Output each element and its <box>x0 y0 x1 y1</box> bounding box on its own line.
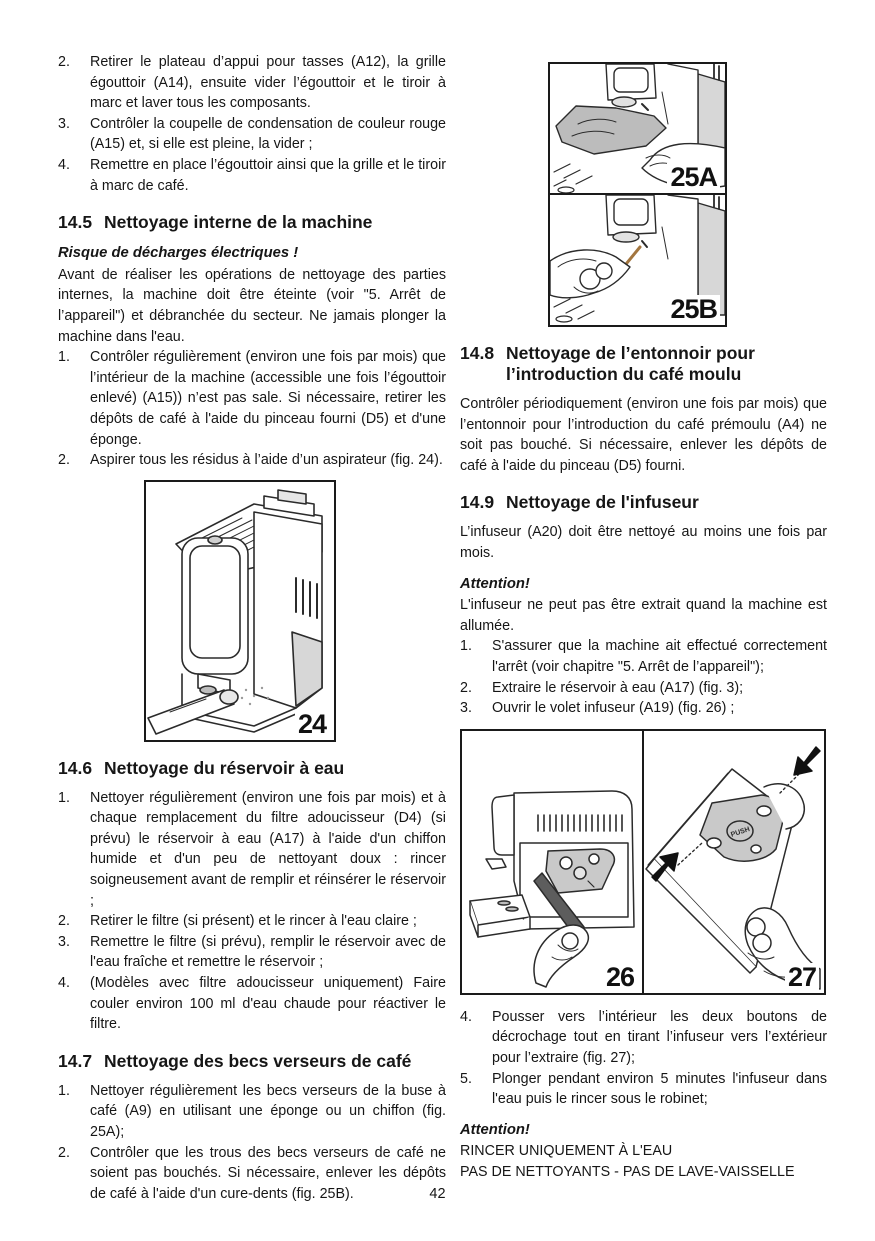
list-item <box>460 698 827 719</box>
list-item <box>58 1081 446 1143</box>
list-item-text: Ouvrir le volet infuseur (A19) (fig. 26) ; <box>492 700 735 717</box>
list-item <box>460 678 827 699</box>
attention-title: Attention! <box>460 575 530 592</box>
figure-24-label: 24 <box>295 710 329 739</box>
list-item <box>460 1069 827 1110</box>
figure-24-illustration <box>146 482 334 740</box>
numbered-list-continuation <box>58 52 446 196</box>
list-item-text: Aspirer tous les résidus à l’aide d’un aspirateur (fig. 24). <box>90 452 443 469</box>
attention-body: L'infuseur ne peut pas être extrait quand la machine est allumée. <box>460 597 827 634</box>
list-item-text: Pousser vers l’intérieur les deux boutons de décrochage tout en tirant l’infuseur vers l’extérieur pour l’extraire (fig. 27); <box>492 1008 827 1066</box>
section-heading-14-6 <box>58 758 446 779</box>
section-14-8-body: Contrôler périodiquement (environ une fois par mois) que l’entonnoir pour l’introduction du café prémoulu (A4) ne soit pas bouché. Si nécessaire, enlever les dépôts de café à l'aide du pinceau (D5) fourni. <box>460 396 827 474</box>
list-item-number: 1. <box>58 1082 70 1099</box>
page-number: 42 <box>429 1186 446 1202</box>
list-item-number: 3. <box>58 115 70 132</box>
list-item-number: 3. <box>58 933 70 950</box>
warning-title: Risque de décharges électriques ! <box>58 245 299 262</box>
list-item <box>58 911 446 932</box>
list-item <box>58 114 446 155</box>
list-item-number: 3. <box>460 700 472 717</box>
figure-24 <box>144 480 336 742</box>
list-item-text: (Modèles avec filtre adoucisseur uniquement) Faire couler environ 100 ml d'eau chaude pour réactiver le filtre. <box>90 975 446 1033</box>
figure-25a-label: 25A <box>667 163 720 192</box>
right-column <box>460 52 827 1204</box>
list-item-number: 1. <box>58 789 70 806</box>
warning-body: Avant de réaliser les opérations de nettoyage des parties internes, la machine doit être éteinte (voir "5. Arrêt de l’appareil") et débranchée du secteur. Ne jamais plonger la machine dans l'eau. <box>58 266 446 345</box>
list-item-number: 5. <box>460 1070 472 1087</box>
list-item-text: Contrôler que les trous des becs verseurs de café ne soient pas bouchés. Si nécessaire, enlever les dépôts de café à l'aide d'un cure-dents (fig. 25B). <box>90 1144 446 1202</box>
figure-27-label: 27 <box>785 963 819 992</box>
list-item <box>460 1007 827 1069</box>
attention-line-1: RINCER UNIQUEMENT À L'EAU <box>460 1143 673 1160</box>
list-item-text: Retirer le plateau d’appui pour tasses (A12), la grille égouttoir (A14), ensuite vider l’égouttoir et le tiroir à marc et laver tous les composants. <box>90 54 446 112</box>
attention-line-2: PAS DE NETTOYANTS - PAS DE LAVE-VAISSELLE <box>460 1163 795 1180</box>
figure-27-illustration <box>644 731 824 993</box>
list-item-number: 2. <box>58 913 70 930</box>
list-item-text: Remettre en place l’égouttoir ainsi que la grille et le tiroir à marc de café. <box>90 156 447 194</box>
list-item-text: Contrôler régulièrement (environ une fois par mois) que l’intérieur de la machine (accessible une fois l’égouttoir enlevé) (A15)) n’est pas sale. Si nécessaire, retirer les dépôts de café à l'aide du pinceau fourni (D5) et d'une éponge. <box>90 349 446 448</box>
figure-25b <box>548 195 727 327</box>
list-item-text: Extraire le réservoir à eau (A17) (fig. 3); <box>492 679 744 696</box>
section-number: 14.6 <box>58 757 93 778</box>
list-item <box>58 52 446 114</box>
list-item <box>58 973 446 1035</box>
figure-25a <box>548 62 727 195</box>
list-item-number: 2. <box>58 54 70 70</box>
figure-26 <box>462 731 642 993</box>
left-column <box>58 52 446 1204</box>
list-item-text: Plonger pendant environ 5 minutes l'infuseur dans l'eau puis le rincer sous le robinet; <box>492 1070 827 1108</box>
list-item <box>58 347 446 450</box>
section-number: 14.5 <box>58 212 93 233</box>
section-number: 14.8 <box>460 343 495 363</box>
list-item-text: Remettre le filtre (si prévu), remplir le réservoir avec de l'eau fraîche et remettre le réservoir ; <box>90 933 446 971</box>
list-item-text: Retirer le filtre (si présent) et le rincer à l'eau claire ; <box>90 913 417 930</box>
list-item-text: S'assurer que la machine ait effectué correctement l'arrêt (voir chapitre "5. Arrêt de l’appareil"); <box>492 638 827 675</box>
section-number: 14.9 <box>460 492 495 513</box>
attention-title: Attention! <box>460 1121 530 1138</box>
section-title: Nettoyage de l’entonnoir pour l’introduction du café moulu <box>506 343 755 384</box>
list-item <box>58 155 446 196</box>
list-item-text: Nettoyer régulièrement les becs verseurs de la buse à café (A9) en utilisant une éponge ou un chiffon (fig. 25A); <box>90 1082 446 1140</box>
list-item-text: Contrôler la coupelle de condensation de couleur rouge (A15) et, si elle est pleine, la vider ; <box>90 115 446 153</box>
section-heading-14-8 <box>460 343 827 385</box>
list-item <box>58 450 446 471</box>
list-item-number: 4. <box>58 975 70 992</box>
section-title: Nettoyage de l'infuseur <box>506 492 699 513</box>
list-item-number: 2. <box>58 1144 70 1161</box>
figure-26-label: 26 <box>603 963 637 992</box>
list-item-number: 1. <box>58 349 70 366</box>
numbered-list-14-6 <box>58 788 446 1035</box>
section-title: Nettoyage des becs verseurs de café <box>104 1050 412 1071</box>
section-number: 14.7 <box>58 1050 93 1071</box>
numbered-list-14-9-continued <box>460 1007 827 1110</box>
figure-25b-label: 25B <box>667 295 720 324</box>
list-item <box>58 932 446 973</box>
figure-26-illustration <box>462 731 642 993</box>
list-item-number: 4. <box>460 1008 472 1025</box>
list-item <box>460 636 827 677</box>
content-columns <box>58 52 827 1204</box>
section-heading-14-9 <box>460 492 827 513</box>
numbered-list-14-5 <box>58 347 446 471</box>
list-item-number: 2. <box>58 452 70 469</box>
numbered-list-14-9 <box>460 636 827 718</box>
figure-26-27 <box>460 729 826 995</box>
section-heading-14-7 <box>58 1051 446 1072</box>
infuser-push-label: PUSH <box>730 825 751 839</box>
section-title: Nettoyage du réservoir à eau <box>104 757 345 778</box>
section-14-9-intro: L’infuseur (A20) doit être nettoyé au moins une fois par mois. <box>460 524 827 561</box>
list-item <box>58 788 446 912</box>
section-heading-14-5 <box>58 212 446 233</box>
list-item-number: 4. <box>58 156 70 173</box>
section-title: Nettoyage interne de la machine <box>104 212 373 233</box>
list-item-number: 1. <box>460 638 472 655</box>
list-item-number: 2. <box>460 679 472 696</box>
figure-25-stack <box>548 62 727 327</box>
figure-27 <box>642 731 824 993</box>
list-item-text: Nettoyer régulièrement (environ une fois par mois) et à chaque remplacement du filtre adoucisseur (D4) (si prévu) le réservoir à eau (A17) à l'aide d'un chiffon humide et d'un peu de nettoyant doux : rincer soigneusement avant de remplir et réinsérer le réservoir ; <box>90 789 446 909</box>
